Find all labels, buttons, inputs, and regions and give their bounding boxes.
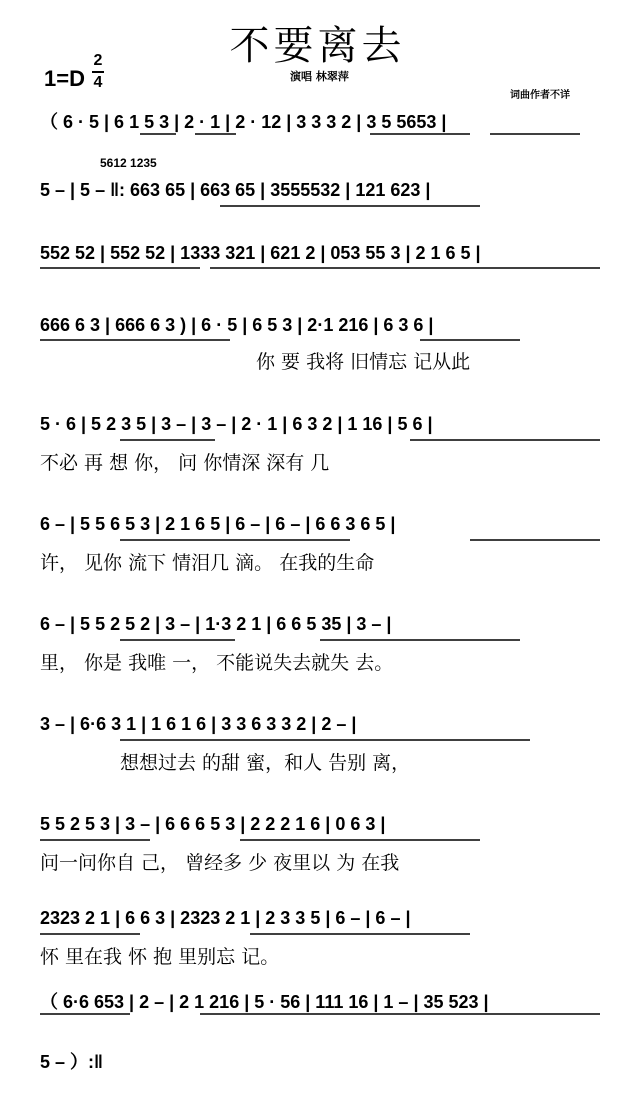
key-signature: 1=D (44, 66, 85, 91)
grace-notes: 5612 1235 (100, 156, 157, 170)
notation-line: 3 – | 6·6 3 1 | 1 6 1 6 | 3 3 6 3 3 2 | 2 – | (40, 714, 357, 734)
notation-line: 6 – | 5 5 2 5 2 | 3 – | 1·3 2 1 | 6 6 5 35 | 3 – | (40, 614, 392, 634)
lyrics-line: 想想过去 的甜 蜜，和人 告别 离， (120, 752, 411, 774)
time-signature-top: 2 (93, 52, 103, 69)
notation-line: 2323 2 1 | 6 6 3 | 2323 2 1 | 2 3 3 5 | 6 – | 6 – | (40, 908, 411, 928)
time-signature-bottom: 4 (93, 73, 103, 91)
lyrics-line: 你 要 我将 旧情忘 记从此 (256, 351, 471, 373)
notation-line: （ 6 · 5 | 6 1 5 3 | 2 · 1 | 2 · 12 | 3 3 3 2 | 3 5 5653 | (40, 112, 447, 132)
notation-line: 5 – | 5 – ‖: 663 65 | 663 65 | 3555532 | 121 623 | (40, 180, 431, 200)
notation-line: 5 · 6 | 5 2 3 5 | 3 – | 3 – | 2 · 1 | 6 3 2 | 1 16 | 5 6 | (40, 414, 433, 434)
notation-line: 5 5 2 5 3 | 3 – | 6 6 6 5 3 | 2 2 2 1 6 | 0 6 3 | (40, 814, 386, 834)
singer-credit: 演唱 林翠萍 (290, 70, 349, 83)
lyrics-line: 怀 里在我 怀 抱 里别忘 记。 (40, 946, 280, 968)
lyrics-line: 许， 见你 流下 情泪几 滴。 在我的生命 (40, 552, 375, 574)
notation-line: 5 – ）:‖ (40, 1052, 103, 1072)
lyrics-line: 问一问你自 己， 曾经多 少 夜里以 为 在我 (40, 852, 400, 874)
composer-credit: 词曲作者不详 (510, 90, 570, 101)
notation-line: 6 – | 5 5 6 5 3 | 2 1 6 5 | 6 – | 6 – | 6 6 3 6 5 | (40, 514, 396, 534)
notation-line: （ 6·6 653 | 2 – | 2 1 216 | 5 · 56 | 111 16 | 1 – | 35 523 | (40, 992, 489, 1012)
song-title: 不要离去 (229, 23, 406, 69)
lyrics-line: 里， 你是 我唯 一， 不能说失去就失 去。 (40, 652, 394, 674)
notation-line: 666 6 3 | 666 6 3 ) | 6 · 5 | 6 5 3 | 2·1 216 | 6 3 6 | (40, 315, 434, 335)
notation-line: 552 52 | 552 52 | 1333 321 | 621 2 | 053 55 3 | 2 1 6 5 | (40, 243, 481, 263)
lyrics-line: 不必 再 想 你， 问 你情深 深有 几 (40, 452, 330, 474)
